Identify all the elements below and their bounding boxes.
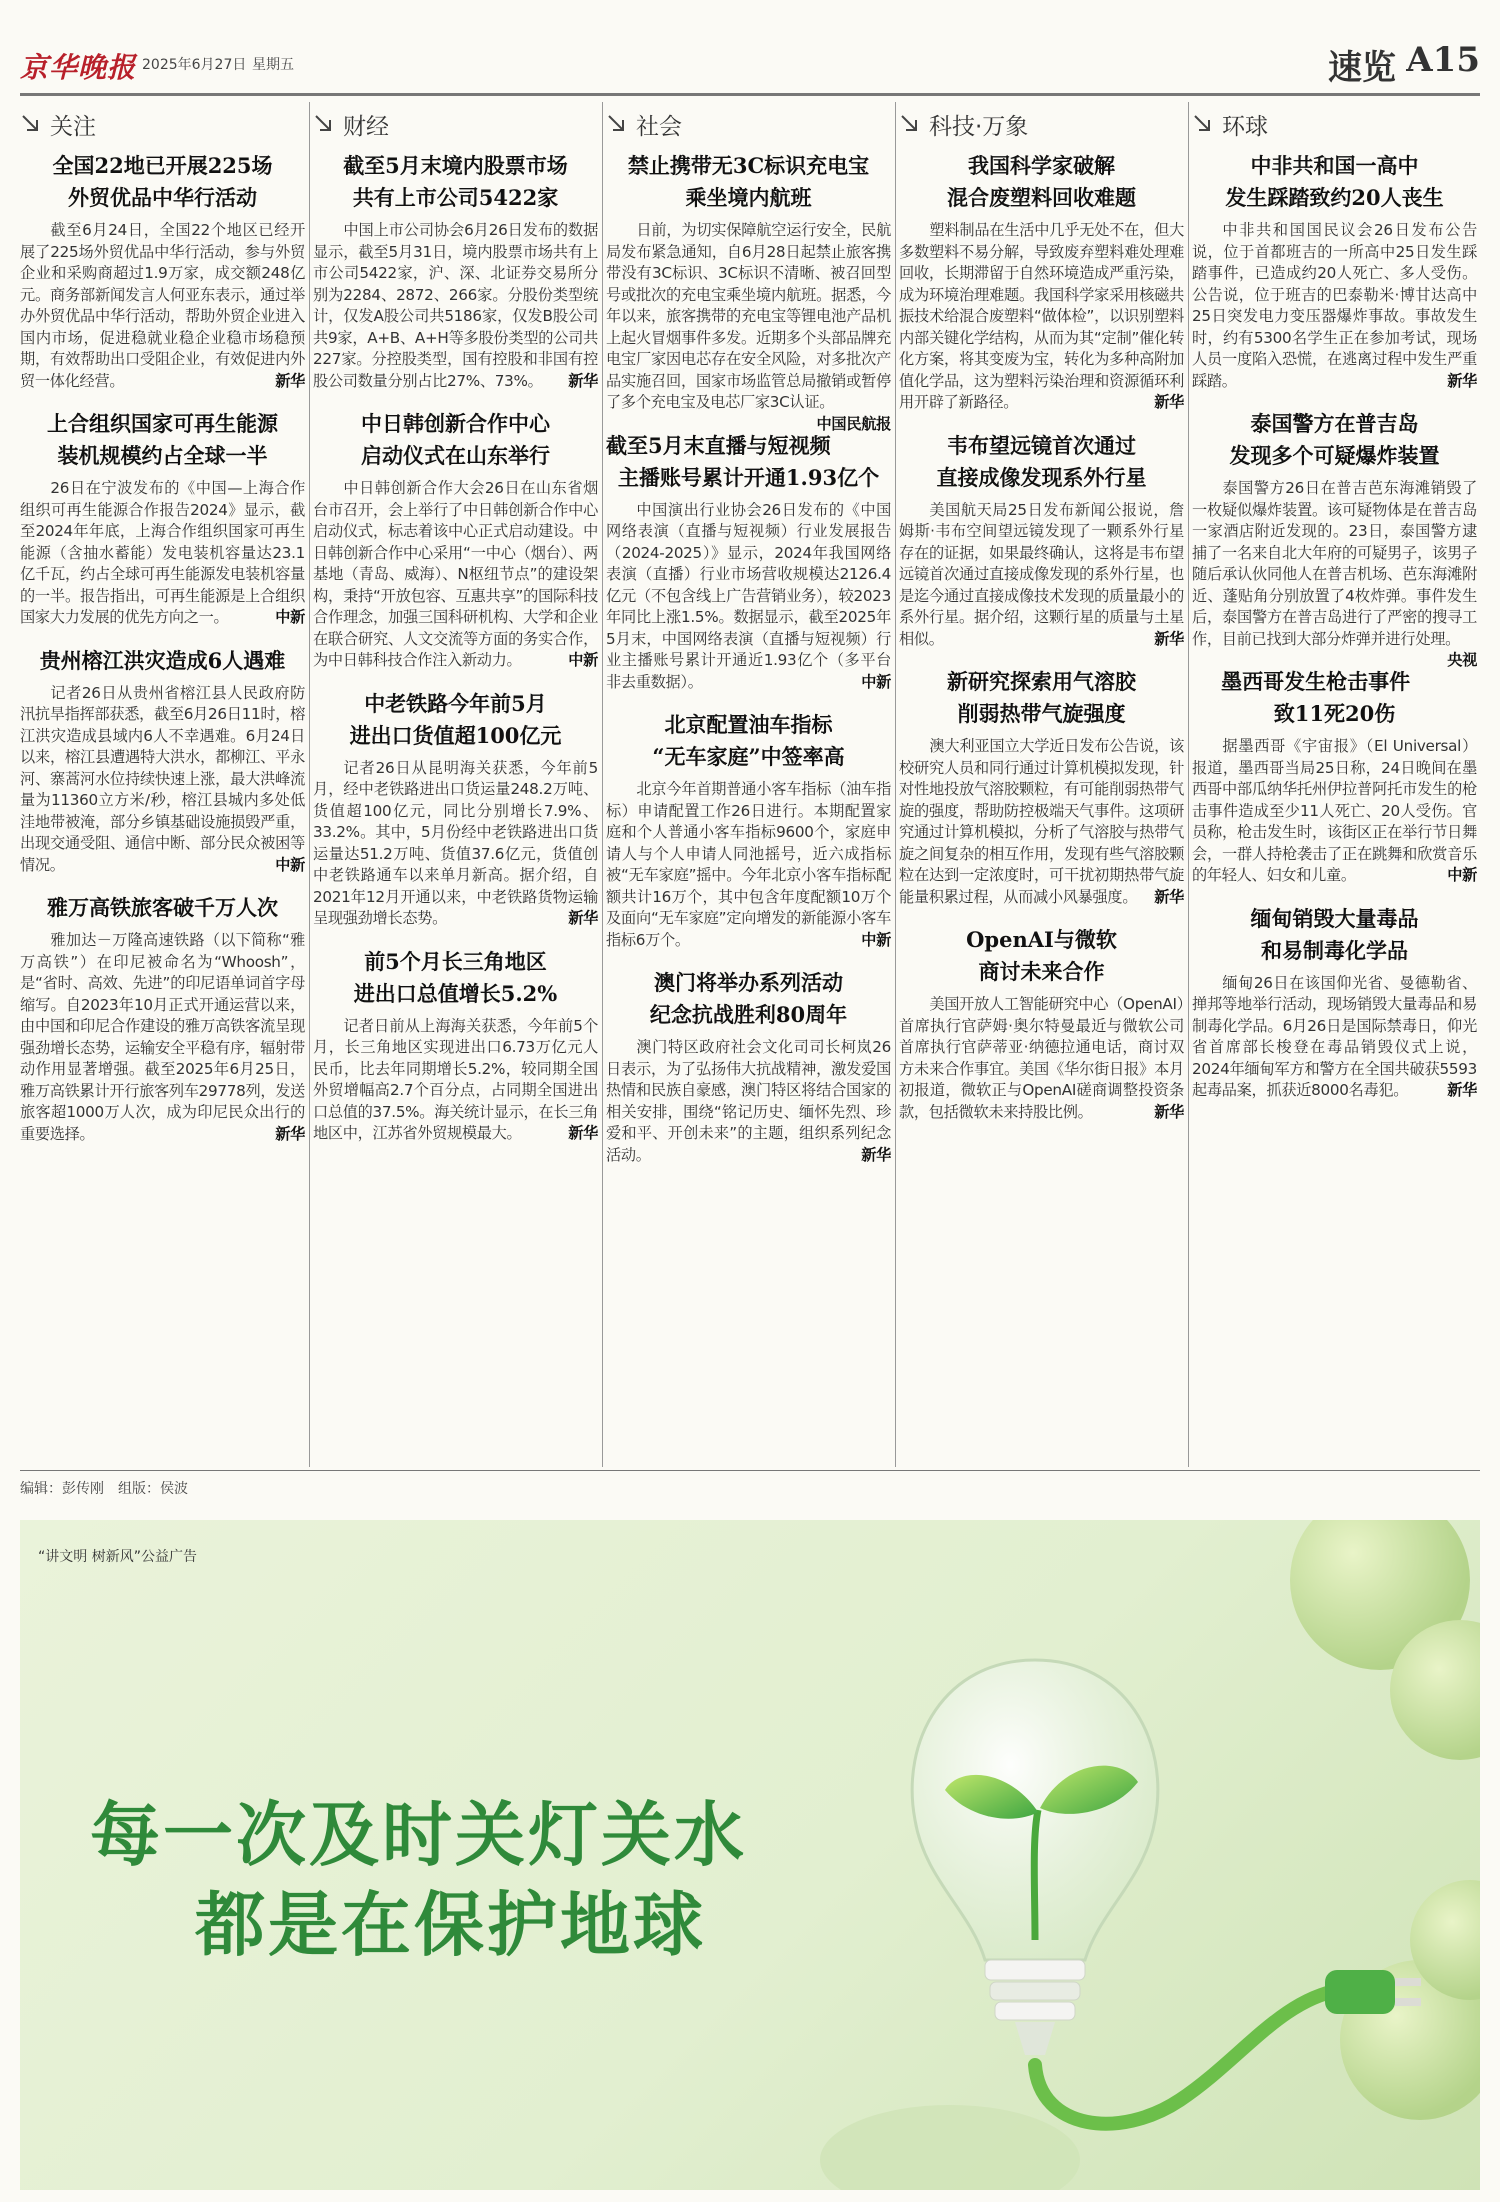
article-headline[interactable] [899,666,1184,730]
headline-line: 纪念抗战胜利80周年 [649,1002,848,1027]
article-spacer [1192,392,1477,404]
footer-divider [20,1470,1480,1471]
article-text: 中非共和国国民议会26日发布公告说，位于首都班吉的一所高中25日发生踩踏事件，已造成约20人死亡、多人受伤。公告说，位于班吉的巴泰勒米·博甘达高中25日突发电力变压器爆炸事故。事故发生时，约有5300名学生正在参加考试，现场人员一度陷入恐慌，在逃离过程中发生严重踩踏。 [1192,221,1477,390]
article-body [899,994,1184,1123]
column-title: 财经 [343,113,389,140]
news-article[interactable] [606,426,891,706]
headline-line: OpenAI与微软 [966,927,1117,952]
article-headline[interactable] [20,645,305,677]
article-source: 新华 [1447,371,1477,390]
article-headline[interactable] [313,408,598,472]
article-spacer [20,876,305,888]
article-body [899,736,1184,908]
news-article[interactable] [1192,662,1477,899]
column-title: 关注 [50,113,96,140]
issue-date: 2025年6月27日 [142,57,247,73]
column-divider [895,102,896,1467]
headline-line: 上合组织国家可再生能源 [47,411,278,436]
news-article[interactable] [20,888,305,1145]
article-text: 26日在宁波发布的《中国—上海合作组织可再生能源合作报告2024》显示，截至2024年年底，上海合作组织国家可再生能源（含抽水蓄能）发电装机容量达23.1亿千瓦，约占全球可再生能源发电装机容量的一半。报告指出，可再生能源是上合组织国家大力发展的优先方向之一。 [20,479,305,626]
plug-prong [1395,1998,1421,2006]
news-article[interactable] [1192,899,1477,1102]
newspaper-logo[interactable]: 京华晚报 [20,51,137,84]
article-headline[interactable] [1192,666,1477,730]
column-title: 科技·万象 [929,113,1029,140]
column-divider [1188,102,1189,1467]
ad-slogan-line1: 每一次及时关灯关水 [90,1794,747,1876]
news-article[interactable] [313,146,598,404]
headline-line: 主播账号累计开通1.93亿个 [617,464,880,490]
section-arrow-icon [899,113,921,135]
column [899,102,1184,1467]
headline-line: 致11死20伤 [1273,701,1396,726]
article-body [313,758,598,930]
article-source: 新华 [275,371,305,390]
article-spacer [1192,650,1477,662]
article-headline[interactable] [606,430,891,494]
news-article[interactable] [313,404,598,684]
article-headline[interactable] [1192,408,1477,472]
power-cord [1035,1990,1340,2124]
headline-line: 混合废塑料回收难题 [947,185,1136,210]
column-header [1192,102,1477,146]
headline-line: 共有上市公司5422家 [352,185,559,210]
article-spacer [899,650,1184,662]
column-header [20,102,305,146]
article-headline[interactable] [606,709,891,773]
article-body [313,220,598,392]
news-article[interactable] [20,641,305,889]
lightbulb-base [995,2002,1075,2020]
article-text: 日前，为切实保障航空运行安全，民航局发布紧急通知，自6月28日起禁止旅客携带没有3C标识、3C标识不清晰、被召回型号或批次的充电宝乘坐境内航班。据悉，今年以来，旅客携带的充电宝等锂电池产品机上起火冒烟事件多发。近期多个头部品牌充电宝厂家因电芯存在安全风险，对多批次产品实施召回，国家市场监管总局撤销或暂停了多个充电宝及电芯厂家3C认证。 [606,221,891,411]
article-text: 中国演出行业协会26日发布的《中国网络表演（直播与短视频）行业发展报告（2024-2025）》显示，2024年我国网络表演（直播）行业市场营收规模达2126.4亿元（不包含线上广告营销业务），较2023年同比上涨1.5%。数据显示，截至2025年5月末，中国网络表演（直播与短视频）行业主播账号累计开通近1.93亿个（多平台非去重数据）。 [606,500,891,691]
article-headline[interactable] [313,688,598,752]
headline-line: 北京配置油车指标 [664,712,833,737]
headline-line: 乘坐境内航班 [685,185,812,210]
article-body [20,220,305,392]
article-spacer [606,693,891,705]
article-source: 中新 [861,672,891,691]
headline-line: 装机规模约占全球一半 [57,443,268,468]
article-body [606,1037,891,1166]
headline-line: “无车家庭”中签率高 [652,744,845,769]
headline-line: 商讨未来合作 [978,959,1105,984]
article-text: 记者日前从上海海关获悉，今年前5个月，长三角地区实现进出口6.73万亿元人民币，比去年同期增长5.2%，较同期全国外贸增幅高2.7个百分点，占同期全国进出口总值的37.5%。海关统计显示，在长三角地区中，江苏省外贸规模最大。 [313,1016,598,1142]
headline-line: 中老铁路今年前5月 [364,690,547,716]
article-headline[interactable] [899,924,1184,988]
page-number: A15 [1406,40,1480,80]
column-divider [602,102,603,1467]
section-arrow-icon [1192,113,1214,135]
article-source: 中新 [1447,866,1477,884]
article-source: 中新 [861,930,891,949]
article-spacer [313,392,598,404]
headline-line: 削弱热带气旋强度 [957,701,1126,726]
headline-line: 雅万高铁旅客破千万人次 [47,895,278,920]
section-arrow-icon [20,113,42,135]
article-headline[interactable] [313,946,598,1010]
column-title: 社会 [636,113,682,140]
article-spacer [313,672,598,684]
news-article[interactable] [899,426,1184,663]
article-body [1192,736,1477,887]
headline-line: 直接成像发现系外行星 [936,464,1147,490]
article-source: 中新 [275,855,305,874]
news-columns [20,102,1480,1467]
news-article[interactable] [606,963,891,1166]
news-article[interactable] [1192,146,1477,404]
article-body [899,500,1184,651]
article-body [606,220,891,433]
article-text: 缅甸26日在该国仰光省、曼德勒省、掸邦等地举行活动，现场销毁大量毒品和易制毒化学品。6月26日是国际禁毒日，仰光省首席部长梭登在毒品销毁仪式上说，2024年缅甸军方和警方在全国共破获5593起毒品案，抓获近8000名毒犯。 [1192,973,1477,1099]
column [1192,102,1477,1467]
article-headline[interactable] [606,150,891,214]
column-header [606,102,891,146]
article-body [313,1016,598,1145]
article-headline[interactable] [1192,903,1477,967]
article-source: 中新 [568,651,598,669]
plug-prong [1395,1978,1421,1986]
article-text: 雅加达－万隆高速铁路（以下简称“雅万高铁”）在印尼被命名为“Whoosh”，是“省时、高效、先进”的印尼语单词首字母缩写。自2023年10月正式开通运营以来，由中国和印尼合作建设的雅万高铁客流呈现强劲增长态势，运输安全平稳有序，辐射带动作用显著增强。截至2025年6月25日，雅万高铁累计开行旅客列车29778列，发送旅客超1000万人次，成为印尼民众出行的重要选择。 [20,931,305,1143]
article-spacer [899,414,1184,426]
article-source: 新华 [568,1124,598,1142]
article-source: 新华 [568,909,598,927]
headline-line: 启动仪式在山东举行 [361,443,550,468]
article-headline[interactable] [899,150,1184,214]
news-article[interactable] [899,146,1184,426]
headline-line: 外贸优品中华行活动 [68,185,257,210]
headline-line: 截至5月末直播与短视频 [606,432,831,458]
article-text: 澳门特区政府社会文化司司长柯岚26日表示，为了弘扬伟大抗战精神，激发爱国热情和民族自豪感，澳门特区将结合国家的相关安排，围绕“铭记历史、缅怀先烈、珍爱和平、开创未来”的主题，组织系列纪念活动。 [606,1038,891,1164]
public-service-ad [20,1520,1480,2190]
headline-line: 新研究探索用气溶胶 [947,669,1136,694]
column [20,102,305,1467]
sprout-stem [1034,1810,1038,1940]
column [606,102,891,1467]
headline-line: 缅甸销毁大量毒品 [1250,905,1419,931]
column-header [313,102,598,146]
article-text: 中国上市公司协会6月26日发布的数据显示，截至5月31日，境内股票市场共有上市公司5422家，沪、深、北证券交易所分别为2284、2872、266家。分股份类型统计，仅发A股公司共5186家，仅发B股公司共9家，A+B、A+H等多股份类型的公司共227家。分控股类型，国有控股和非国有控股公司数量分别占比27%、73%。 [313,221,598,390]
lightbulb-base [985,1960,1085,1980]
article-spacer [20,392,305,404]
article-source: 新华 [1154,393,1184,411]
article-text: 中日韩创新合作大会26日在山东省烟台市召开，会上举行了中日韩创新合作中心启动仪式，标志着该中心正式启动建设。中日韩创新合作中心采用“一中心（烟台）、两基地（青岛、威海）、N枢纽节点”的建设架构，秉持“开放包容、互惠共享”的国际科技合作理念，加强三国科研机构、大学和企业在联合研究、人文交流等方面的务实合作，为中日韩科技合作注入新动力。 [313,479,598,669]
headline-line: 泰国警方在普吉岛 [1250,411,1419,436]
column-title: 环球 [1222,113,1268,140]
page-section-title: 速览 [1328,48,1396,88]
article-body [899,220,1184,414]
headline-line: 发生踩踏致约20人丧生 [1225,185,1444,210]
article-body [1192,220,1477,392]
article-headline[interactable] [313,150,598,214]
article-body [20,478,305,629]
article-source: 中国民航报 [816,414,891,433]
article-body [20,930,305,1145]
article-spacer [606,951,891,963]
headline-line: 墨西哥发生枪击事件 [1221,669,1411,694]
article-headline[interactable] [20,408,305,472]
article-body [20,683,305,877]
lightbulb-tip [1015,2022,1055,2055]
article-spacer [20,629,305,641]
article-source: 新华 [861,1145,891,1164]
article-source: 央视 [1447,651,1477,669]
ad-tag: “讲文明 树新风”公益广告 [38,1549,197,1565]
article-body [313,478,598,672]
article-headline[interactable] [899,430,1184,494]
news-article[interactable] [313,684,598,942]
article-text: 泰国警方26日在普吉芭东海滩销毁了一枚疑似爆炸装置。该可疑物体是在普吉岛一家酒店附近发现的。23日，泰国警方逮捕了一名来自北大年府的可疑男子，该男子随后承认伙同他人在普吉机场、芭东海滩附近、蓬贴角分别放置了4枚炸弹。事件发生后，泰国警方在普吉岛进行了严密的搜寻工作，目前已找到大部分炸弹并进行处理。 [1192,479,1477,648]
headline-line: 进出口总值增长5.2% [353,980,558,1006]
headline-line: 和易制毒化学品 [1261,937,1408,963]
article-text: 记者26日从贵州省榕江县人民政府防汛抗旱指挥部获悉，截至6月26日11时，榕江洪灾造成县域内6人不幸遇难。6月24日以来，榕江县遭遇特大洪水，都柳江、平永河、寨蒿河水位持续快速上涨，最大洪峰流量为11360立方米/秒，榕江县城内多处低洼地带被淹，部分乡镇基础设施损毁严重，出现交通受阻、通信中断、部分民众被困等情况。 [20,683,305,874]
article-text: 截至6月24日，全国22个地区已经开展了225场外贸优品中华行活动，参与外贸企业和采购商超过1.9万家，成交额248亿元。商务部新闻发言人何亚东表示，通过举办外贸优品中华行活动，帮助外贸企业进入国内市场，促进稳就业稳企业稳市场稳预期，有效帮助出口受阻企业，有效促进内外贸一体化经营。 [20,221,305,390]
article-text: 美国开放人工智能研究中心（OpenAI）首席执行官萨姆·奥尔特曼最近与微软公司首席执行官萨蒂亚·纳德拉通电话，商讨双方未来合作事宜。美国《华尔街日报》本月初报道，微软正与OpenAI磋商调整投资条款，包括微软未来持股比例。 [899,995,1184,1121]
headline-line: 禁止携带无3C标识充电宝 [627,153,870,178]
headline-line: 贵州榕江洪灾造成6人遇难 [39,647,286,673]
article-body [1192,973,1477,1102]
column-divider [309,102,310,1467]
headline-line: 进出口货值超100亿元 [349,722,562,748]
section-arrow-icon [313,113,335,135]
news-article[interactable] [899,662,1184,920]
article-source: 新华 [568,371,598,390]
article-text: 记者26日从昆明海关获悉，今年前5月，经中老铁路进出口货运量248.2万吨、货值超100亿元，同比分别增长7.9%、33.2%。其中，5月份经中老铁路进出口货运量达51.2万吨、货值37.6亿元，货值创中老铁路通车以来单月新高。据介绍，自2021年12月开通以来，中老铁路货物运输呈现强劲增长态势。 [313,758,598,927]
article-source: 新华 [1154,629,1184,648]
lightbulb-base [990,1982,1080,2000]
article-spacer [313,930,598,942]
news-article[interactable] [899,920,1184,1123]
article-body [606,779,891,951]
article-spacer [899,908,1184,920]
column-header [899,102,1184,146]
headline-line: 前5个月长三角地区 [364,948,547,974]
article-source: 新华 [1447,1081,1477,1099]
article-spacer [1192,887,1477,899]
plug-icon [1325,1970,1395,2014]
article-source: 中新 [275,608,305,626]
news-article[interactable] [606,146,891,433]
article-headline[interactable] [20,892,305,924]
news-article[interactable] [606,705,891,963]
section-arrow-icon [606,113,628,135]
news-article[interactable] [20,146,305,404]
headline-line: 发现多个可疑爆炸装置 [1229,443,1440,468]
issue-weekday: 星期五 [252,57,294,73]
ad-slogan [90,1790,747,1970]
article-source: 新华 [1154,887,1184,906]
column [313,102,598,1467]
article-text: 北京今年首期普通小客车指标（油车指标）申请配置工作26日进行。本期配置家庭和个人普通小客车指标9600个，家庭申请人与个人申请人同池摇号，近六成指标被“无车家庭”摇中。今年北京小客车指标配额共计16万个，其中包含年度配额10万个及面向“无车家庭”定向增发的新能源小客车指标6万个。 [606,780,891,949]
article-source: 新华 [275,1124,305,1143]
headline-line: 我国科学家破解 [968,153,1115,178]
news-article[interactable] [313,942,598,1145]
article-body [606,500,891,694]
article-text: 据墨西哥《宇宙报》（El Universal）报道，墨西哥当局25日称，24日晚间在墨西哥中部瓜纳华托州伊拉普阿托市发生的枪击事件造成至少11人死亡、20人受伤。官员称，枪击发生时，该街区正在举行节日舞会，一群人持枪袭击了正在跳舞和欣赏音乐的年轻人、妇女和儿童。 [1192,737,1477,884]
headline-line: 韦布望远镜首次通过 [947,432,1136,458]
article-headline[interactable] [20,150,305,214]
headline-line: 中非共和国一高中 [1250,153,1419,178]
news-article[interactable] [1192,404,1477,669]
article-source: 新华 [1154,1102,1184,1121]
article-text: 澳大利亚国立大学近日发布公告说，该校研究人员和同行通过计算机模拟发现，针对性地投放气溶胶颗粒，有可能削弱热带气旋的强度，帮助防控极端天气事件。这项研究通过计算机模拟，分析了气溶胶与热带气旋之间复杂的相互作用，发现有些气溶胶颗粒在达到一定浓度时，可干扰初期热带气旋能量积累过程，从而减小风暴强度。 [899,737,1184,906]
editor-credits: 编辑：彭传刚 组版：侯波 [20,1481,188,1497]
ad-slogan-line2: 都是在保护地球 [195,1884,706,1966]
article-text: 美国航天局25日发布新闻公报说，詹姆斯·韦布空间望远镜发现了一颗系外行星存在的证据，如果最终确认，这将是韦布望远镜首次通过直接成像发现的系外行星，也是迄今通过直接成像技术发现的质量最小的系外行星。据介绍，这颗行星的质量与土星相似。 [899,500,1184,648]
article-body [1192,478,1477,669]
lightbulb-sprout-illustration [820,1520,1480,2190]
news-article[interactable] [20,404,305,641]
ground-shadow [820,2105,1080,2190]
masthead [20,40,1480,96]
article-headline[interactable] [1192,150,1477,214]
article-text: 塑料制品在生活中几乎无处不在，但大多数塑料不易分解，导致废弃塑料难处理难回收，长期滞留于自然环境造成严重污染，成为环境治理难题。我国科学家采用核磁共振技术给混合废塑料“做体检”，以识别塑料内部关键化学结构，从而为其“定制”催化转化方案，将其变废为宝，转化为多种高附加值化学品，这为塑料污染治理和资源循环利用开辟了新路径。 [899,221,1184,411]
headline-line: 全国22地已开展225场 [52,153,273,178]
headline-line: 截至5月末境内股票市场 [343,153,568,178]
headline-line: 中日韩创新合作中心 [361,411,550,436]
article-headline[interactable] [606,967,891,1031]
headline-line: 澳门将举办系列活动 [654,970,843,995]
